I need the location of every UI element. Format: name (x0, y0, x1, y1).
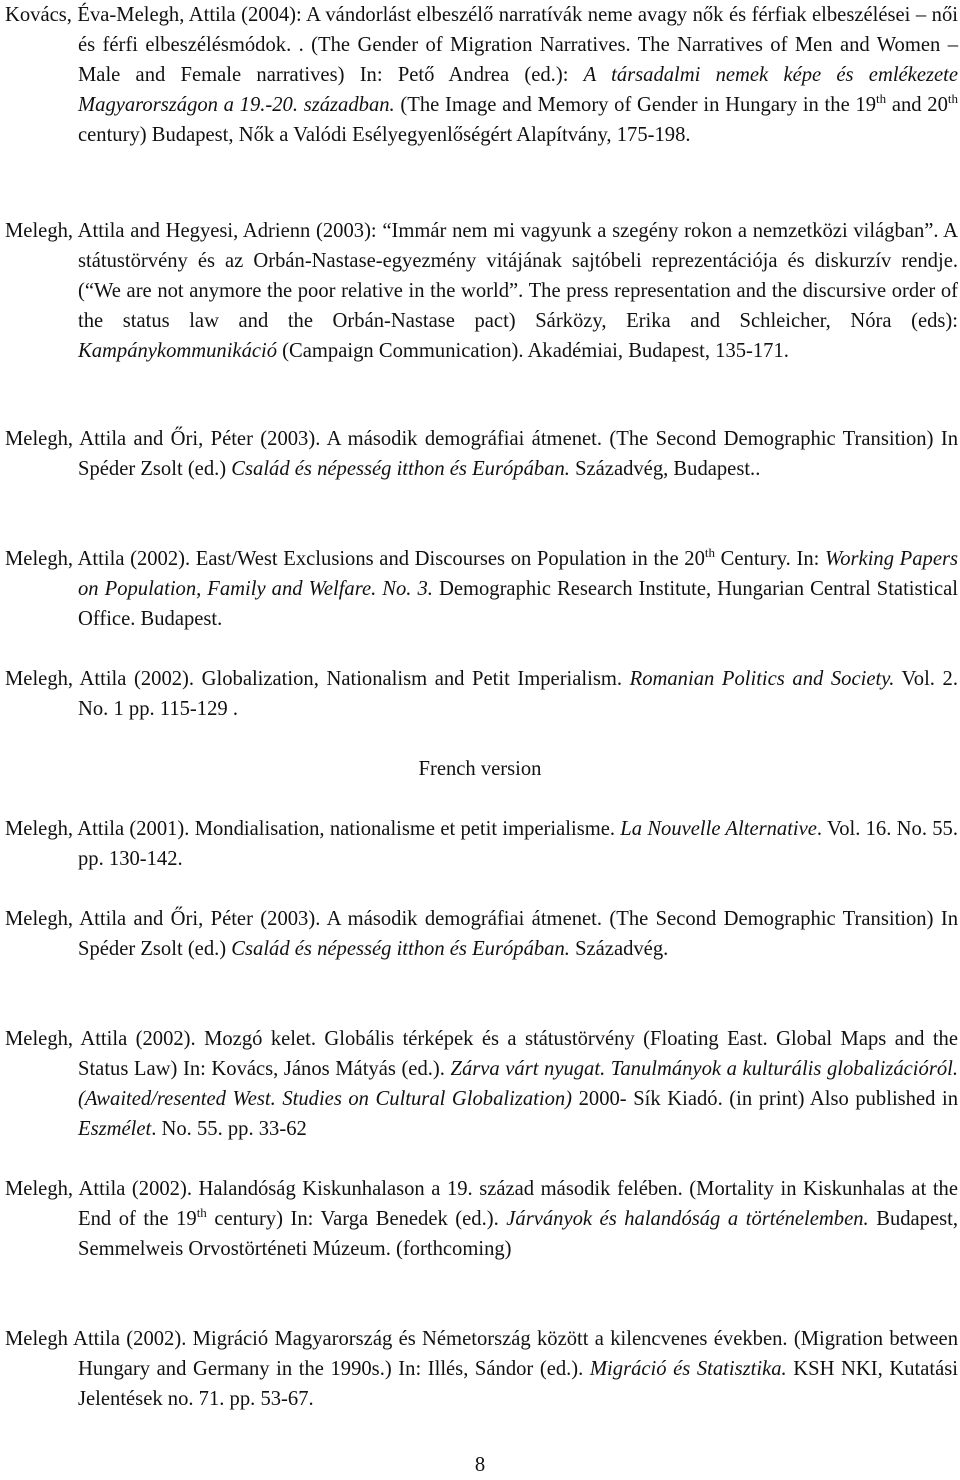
reference-entry: Melegh, Attila and Őri, Péter (2003). A második demográfiai átmenet. (The Second Demographic Transition) In Spéder Zsolt (ed.) Család és népesség itthon és Európában. Századvég. (5, 908, 958, 960)
reference-entry: Melegh, Attila (2002). Halandóság Kiskunhalason a 19. század második felében. (Mortality in Kiskunhalas at the End of the 19th century) In: Varga Benedek (ed.). Járványok és halandóság a történelemben. Budapest, Semmelweis Orvostörténeti Múzeum. (forthcoming) (5, 1178, 958, 1260)
reference-entry: Melegh, Attila (2002). Globalization, Nationalism and Petit Imperialism. Romanian Politics and Society. Vol. 2. No. 1 pp. 115-129 . (5, 668, 958, 720)
reference-entry: Melegh, Attila (2002). Mozgó kelet. Globális térképek és a státustörvény (Floating East. Global Maps and the Status Law) In: Kovács, János Mátyás (ed.). Zárva várt nyugat. Tanulmányok a kulturális globalizációról. (Awaited/resented West. Studies on Cultural Globalization) 2000- Sík Kiadó. (in print) Also published in Eszmélet. No. 55. pp. 33-62 (5, 1028, 958, 1140)
reference-entry: Kovács, Éva-Melegh, Attila (2004): A vándorlást elbeszélő narratívák neme avagy nők és férfiak elbeszélései – női és férfi elbeszélésmódok. . (The Gender of Migration Narratives. The Narratives of Men and Women – Male and Female narratives) In: Pető Andrea (ed.): A társadalmi nemek képe és emlékezete Magyarországon a 19.-20. században. (The Image and Memory of Gender in Hungary in the 19th and 20th century) Budapest, Nők a Valódi Esélyegyenlőségért Alapítvány, 175-198. (5, 4, 958, 146)
page-number: 8 (474, 1454, 486, 1476)
reference-entry: Melegh, Attila (2001). Mondialisation, nationalisme et petit imperialisme. La Nouvelle Alternative. Vol. 16. No. 55. pp. 130-142. (5, 818, 958, 870)
reference-entry: Melegh, Attila (2002). East/West Exclusions and Discourses on Population in the 20th Century. In: Working Papers on Population, Family and Welfare. No. 3. Demographic Research Institute, Hungarian Central Statistical Office. Budapest. (5, 545, 959, 630)
section-heading: French version (418, 758, 542, 780)
reference-entry: Melegh Attila (2002). Migráció Magyarország és Németország között a kilencvenes években. (Migration between Hungary and Germany in the 1990s.) In: Illés, Sándor (ed.). Migráció és Statisztika. KSH NKI, Kutatási Jelentések no. 71. pp. 53-67. (5, 1328, 958, 1410)
reference-entry: Melegh, Attila and Hegyesi, Adrienn (2003): “Immár nem mi vagyunk a szegény rokon a nemzetközi világban”. A státustörvény és az Orbán-Nastase-egyezmény vitájának sajtóbeli reprezentációja és diskurzív rendje. (“We are not anymore the poor relative in the world”. The press representation and the discursive order of the status law and the Orbán-Nastase pact) Sárközy, Erika and Schleicher, Nóra (eds): Kampánykommunikáció (Campaign Communication). Akadémiai, Budapest, 135-171. (5, 220, 958, 362)
reference-entry: Melegh, Attila and Őri, Péter (2003). A második demográfiai átmenet. (The Second Demographic Transition) In Spéder Zsolt (ed.) Család és népesség itthon és Európában. Századvég, Budapest.. (5, 428, 958, 480)
